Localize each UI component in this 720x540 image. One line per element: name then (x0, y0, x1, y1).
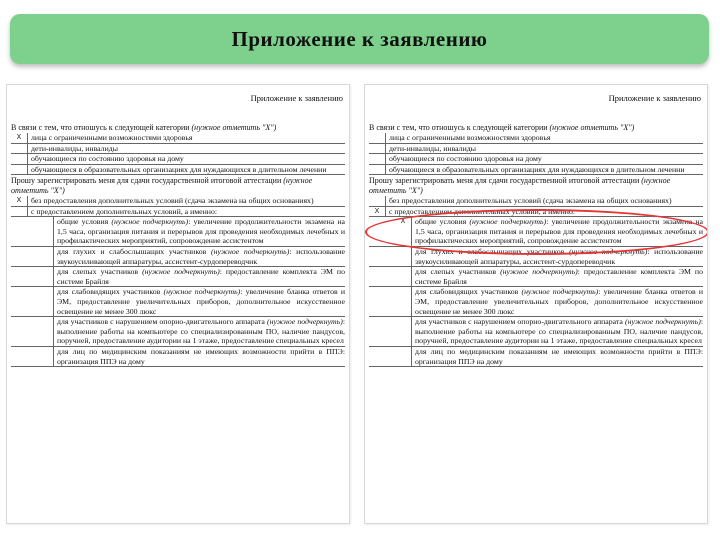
form-row (11, 267, 345, 287)
category-list (369, 133, 703, 175)
form-row (11, 217, 345, 247)
checkbox-cell[interactable]: Х (369, 207, 386, 217)
row-text (386, 133, 703, 143)
category-intro (11, 123, 345, 133)
intro-note: (нужное отметить "Х") (369, 176, 671, 195)
checkbox-cell[interactable] (395, 267, 412, 286)
checkbox-cell[interactable]: Х (395, 217, 412, 246)
row-rest: : предоставление комплекта ЭМ по системе Брайля (415, 267, 703, 286)
row-label: обучающиеся по состоянию здоровья на дому (31, 154, 184, 164)
intro-text: В связи с тем, что отношусь к следующей категории (369, 123, 548, 132)
form-page-right (364, 84, 708, 524)
row-note: (нужное подчеркнуть) (469, 217, 547, 227)
row-text (54, 347, 345, 366)
checkbox-cell[interactable] (37, 247, 54, 266)
form-row (369, 317, 703, 347)
form-title: Приложение к заявлению (608, 93, 701, 103)
form-row (369, 154, 703, 165)
form-row (11, 133, 345, 144)
form-row (369, 165, 703, 176)
slide-title: Приложение к заявлению (231, 26, 488, 51)
category-intro (369, 123, 703, 133)
row-rest: : увеличение бланка ответов и ЭМ, предоставление увеличительных приборов, дополнительное искусственное освещение не менее 300 люкс (57, 287, 345, 316)
checkbox-cell[interactable] (37, 217, 54, 246)
intro-note: (нужное отметить "Х") (11, 176, 313, 195)
row-label: для слепых участников (57, 267, 139, 277)
checkbox-cell[interactable] (369, 133, 386, 143)
row-rest: : предоставление комплекта ЭМ по системе Брайля (57, 267, 345, 286)
form-row (11, 165, 345, 176)
checkbox-cell[interactable] (369, 144, 386, 154)
checkbox-cell[interactable] (11, 207, 28, 217)
form-row (369, 196, 703, 207)
intro-note: (нужное отметить "Х") (191, 123, 277, 132)
row-rest: : использование звукоусиливающей аппаратуры, ассистент-сурдопереводчик (415, 246, 703, 266)
row-label: без предоставления дополнительных условий (сдача экзамена на общих основаниях) (31, 196, 314, 205)
row-note: (нужное подчеркнуть) (142, 267, 220, 277)
row-rest: : увеличение продолжительности экзамена на 1,5 часа, организация питания и перерывов для проведения необходимых лечебных и профилактических мероприятий, сопровождение ассистентом (415, 217, 703, 246)
registration-intro (11, 176, 345, 195)
checkbox-cell[interactable] (395, 317, 412, 346)
form-row (11, 247, 345, 267)
form-row (369, 267, 703, 287)
row-note: (нужное подчеркнуть) (210, 246, 290, 256)
row-text (28, 144, 345, 154)
row-text (28, 133, 345, 143)
intro-text: Прошу зарегистрировать меня для сдачи государственной итоговой аттестации (11, 176, 282, 185)
checkbox-cell[interactable] (395, 247, 412, 266)
checkbox-cell[interactable] (369, 196, 386, 206)
row-text (386, 165, 703, 175)
form-row (11, 287, 345, 317)
row-text (28, 207, 345, 217)
row-text (54, 287, 345, 316)
row-text (386, 196, 703, 206)
row-label: общие условия (415, 217, 467, 227)
row-note: (нужное подчеркнуть) (111, 217, 189, 227)
row-text (54, 247, 345, 266)
intro-text: Прошу зарегистрировать меня для сдачи государственной итоговой аттестации (369, 176, 640, 185)
row-label: лица с ограниченными возможностями здоровья (31, 133, 193, 142)
form-row (11, 196, 345, 207)
form-row (11, 144, 345, 155)
checkbox-cell[interactable] (37, 347, 54, 366)
row-label: с предоставлением дополнительных условий, а именно: (389, 206, 576, 216)
checkbox-cell[interactable] (395, 287, 412, 316)
row-label: дети-инвалиды, инвалиды (389, 143, 476, 153)
row-rest: : увеличение бланка ответов и ЭМ, предоставление увеличительных приборов, дополнительное искусственное освещение не менее 300 люкс (415, 287, 703, 316)
row-label: обучающиеся в образовательных организациях для нуждающихся в длительном лечении (389, 164, 685, 174)
row-text (28, 154, 345, 164)
row-label: общие условия (57, 217, 109, 227)
row-label: для слабовидящих участников (57, 287, 161, 297)
row-note: (нужное подчеркнуть) (500, 267, 578, 277)
row-text (54, 317, 345, 346)
row-rest: : выполнение работы на компьютере со специализированным ПО, наличие пандусов, поручней, предоставление аудитории на 1 этаже, предоставление специальных кресел (415, 317, 703, 346)
registration-intro (369, 176, 703, 195)
row-rest: : увеличение продолжительности экзамена на 1,5 часа, организация питания и перерывов для проведения необходимых лечебных и профилактических мероприятий, сопровождение ассистентом (57, 217, 345, 246)
row-label: для участников с нарушением опорно-двигательного аппарата (415, 317, 623, 327)
row-label: для участников с нарушением опорно-двигательного аппарата (57, 317, 265, 327)
checkbox-cell[interactable] (369, 154, 386, 164)
row-text (28, 196, 345, 206)
row-label: для глухих и слабослышащих участников (57, 246, 207, 256)
form-row (11, 317, 345, 347)
row-text (412, 347, 703, 366)
row-label: с предоставлением дополнительных условий, а именно: (31, 206, 218, 216)
row-text (386, 144, 703, 154)
row-label: обучающиеся по состоянию здоровья на дому (389, 154, 542, 164)
form-page-left (6, 84, 350, 524)
row-text (28, 165, 345, 175)
form-row (11, 154, 345, 165)
row-label: лица с ограниченными возможностями здоровья (389, 133, 551, 142)
checkbox-cell[interactable]: Х (11, 133, 28, 143)
row-note: (нужное подчеркнуть) (163, 287, 241, 297)
row-label: для глухих и слабослышащих участников (415, 246, 565, 256)
row-text (54, 217, 345, 246)
checkbox-cell[interactable] (395, 347, 412, 366)
checkbox-cell[interactable] (11, 144, 28, 154)
form-row (11, 207, 345, 218)
form-row (369, 144, 703, 155)
checkbox-cell[interactable] (11, 165, 28, 175)
row-label: без предоставления дополнительных условий (сдача экзамена на общих основаниях) (389, 196, 672, 205)
row-text (412, 317, 703, 346)
checkbox-cell[interactable]: Х (11, 196, 28, 206)
intro-note: (нужное отметить "Х") (549, 123, 635, 132)
category-list (11, 133, 345, 175)
form-row (11, 347, 345, 367)
row-label: дети-инвалиды, инвалиды (31, 143, 118, 153)
form-row (369, 347, 703, 367)
row-label: обучающиеся в образовательных организациях для нуждающихся в длительном лечении (31, 164, 327, 174)
row-text (412, 287, 703, 316)
row-note: (нужное подчеркнуть) (568, 246, 648, 256)
row-label: для лиц по медицинским показаниям не имеющих возможности прийти в ППЭ: организация ППЭ на дому (57, 346, 345, 366)
row-note: (нужное подчеркнуть) (625, 317, 701, 327)
row-note: (нужное подчеркнуть) (521, 287, 599, 297)
form-row (369, 287, 703, 317)
conditions-list (11, 196, 345, 367)
row-text (54, 267, 345, 286)
intro-text: В связи с тем, что отношусь к следующей категории (11, 123, 190, 132)
row-rest: : использование звукоусиливающей аппаратуры, ассистент-сурдопереводчик (57, 246, 345, 266)
row-label: для лиц по медицинским показаниям не имеющих возможности прийти в ППЭ: организация ППЭ на дому (415, 346, 703, 366)
checkbox-cell[interactable] (37, 267, 54, 286)
checkbox-cell[interactable] (37, 317, 54, 346)
row-label: для слабовидящих участников (415, 287, 519, 297)
title-banner (10, 14, 709, 64)
checkbox-cell[interactable] (37, 287, 54, 316)
row-label: для слепых участников (415, 267, 497, 277)
row-rest: : выполнение работы на компьютере со специализированным ПО, наличие пандусов, поручней, предоставление аудитории на 1 этаже, предоставление специальных кресел (57, 317, 345, 346)
row-text (412, 267, 703, 286)
row-text (386, 154, 703, 164)
row-note: (нужное подчеркнуть) (267, 317, 343, 327)
checkbox-cell[interactable] (11, 154, 28, 164)
form-row (369, 133, 703, 144)
form-title: Приложение к заявлению (250, 93, 343, 103)
highlight-oval (365, 206, 708, 255)
checkbox-cell[interactable] (369, 165, 386, 175)
